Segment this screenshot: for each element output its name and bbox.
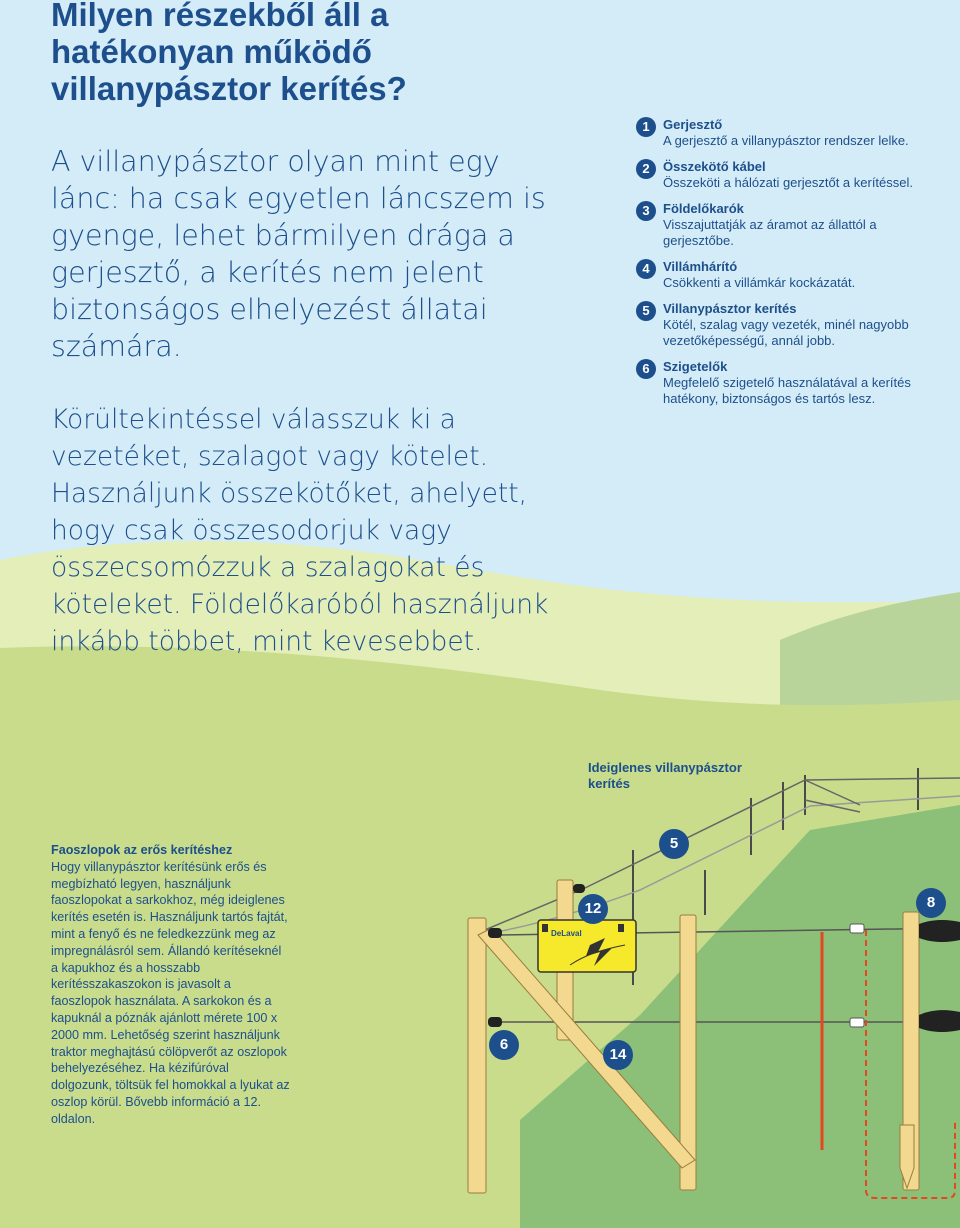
callout-8: 8 [916,888,946,918]
wooden-post [468,918,486,1193]
legend-title: Szigetelők [663,359,728,374]
legend-number: 6 [636,359,656,379]
wooden-posts-sidebar [51,842,291,1128]
legend-title: Összekötő kábel [663,159,766,174]
legend-number: 2 [636,159,656,179]
legend-text: Kötél, szalag vagy vezeték, minél nagyobb vezetőképességű, annál jobb. [663,317,909,348]
legend-text: Megfelelő szigetelő használatával a kerítés hatékony, biztonságos és tartós lesz. [663,375,911,406]
intro-paragraph-1: A villanypásztor olyan mint egy lánc: ha csak egyetlen láncszem is gyenge, lehet bármilyen drága a gerjesztő, a kerítés nem jelent biztonságos elhelyezést állatai számára. [51,145,546,363]
insulator [488,1017,502,1027]
legend-number: 4 [636,259,656,279]
page-title: Milyen részekből áll a hatékonyan működő villanypásztor kerítés? [51,0,407,107]
intro-paragraph-2: Körültekintéssel válasszuk ki a vezetéket, szalagot vagy kötelet. Használjunk összekötőket, ahelyett, hogy csak összesodorjuk vagy összecsomózzuk a szalagokat és köteleket. Földelőkaróból használjunk inkább többet, mint kevesebbet. [51,404,549,657]
legend-item-energizer [636,117,926,149]
legend-title: Földelőkarók [663,201,744,216]
legend-number: 5 [636,301,656,321]
legend-title: Villanypásztor kerítés [663,301,797,316]
component-legend [636,117,926,417]
legend-item-lightning-arrester [636,259,926,291]
insulator [488,928,502,938]
gate-handle [919,1010,960,1032]
legend-item-ground-rods [636,201,926,249]
legend-item-electric-fence [636,301,926,349]
legend-text: Csökkenti a villámkár kockázatát. [663,275,856,290]
callout-12: 12 [578,894,608,924]
insulator [850,1018,864,1027]
legend-title: Villámhárító [663,259,738,274]
legend-title: Gerjesztő [663,117,723,132]
insulator [573,884,585,893]
legend-text: Visszajuttatják az áramot az állattól a gerjesztőbe. [663,217,877,248]
legend-text: Összeköti a hálózati gerjesztőt a kerítéssel. [663,175,914,190]
legend-text: A gerjesztő a villanypásztor rendszer lelke. [663,133,909,148]
legend-number: 3 [636,201,656,221]
insulator [850,924,864,933]
sidebar-text: Hogy villanypásztor kerítésünk erős és megbízható legyen, használjunk faoszlopokat a sarkokhoz, még ideiglenes kerítés esetén is. Használjunk tartós fajtát, mint a fenyő és ne feledkezzünk meg az impregnálásról sem. Állandó kerítéseknél a kapukhoz és a hosszabb kerítésszakaszokon is javasolt a faoszlopok használata. A sarkokon és a kapuknál a póznák ajánlott mérete 100 x 2000 mm. Lehetőség szerint használjunk traktor meghajtású cölöpverőt az oszlopok behelyezéséhez. Ha kézifúróval dolgozunk, töltsük fel homokkal a lyukat az oszlop körül. Bővebb információ a 12. oldalon. [51,859,290,1126]
callout-6: 6 [489,1030,519,1060]
gate-handle [919,920,960,942]
legend-item-insulators [636,359,926,407]
sidebar-title: Faoszlopok az erős kerítéshez [51,843,233,857]
callout-5: 5 [659,829,689,859]
legend-item-connection-cable [636,159,926,191]
temporary-fence-label: Ideiglenes villanypásztor kerítés [588,760,742,791]
legend-number: 1 [636,117,656,137]
energizer-brand: DeLaval [551,929,582,938]
energizer-terminal [618,924,624,932]
callout-14: 14 [603,1040,633,1070]
energizer-terminal [542,924,548,932]
